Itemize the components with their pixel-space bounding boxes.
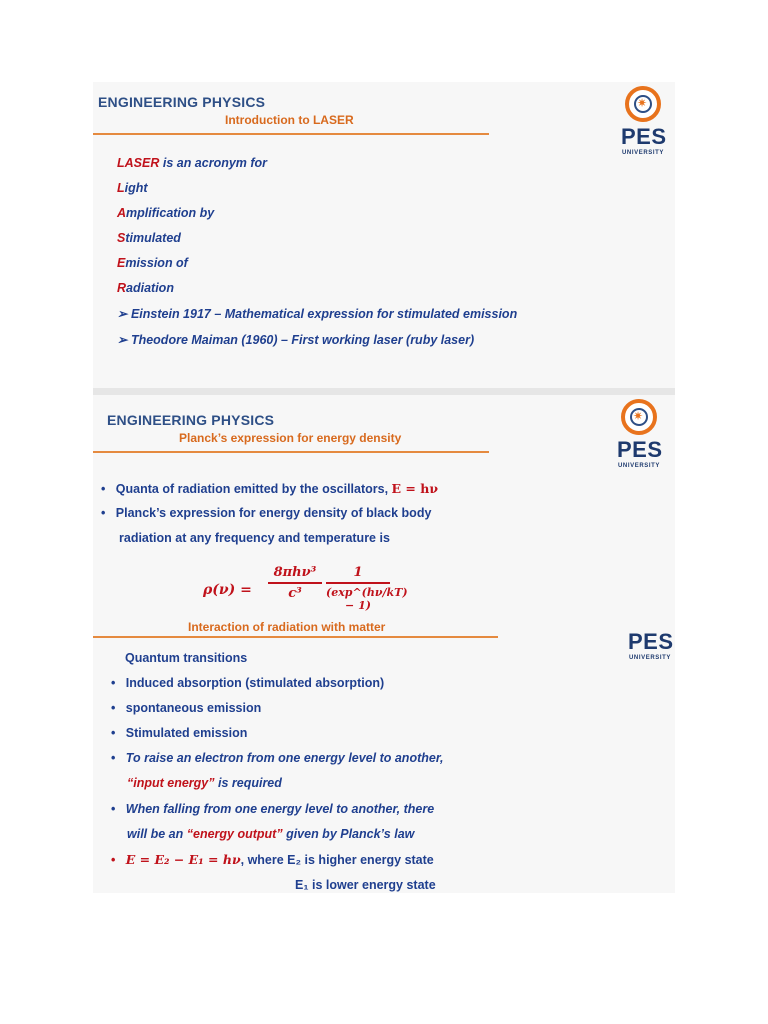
transition-bullet: • spontaneous emission (111, 701, 262, 715)
title-rule (93, 451, 489, 453)
bullet-planck: • Planck’s expression for energy density of black body (101, 506, 432, 520)
title-rule (93, 133, 489, 135)
pes-emblem-icon: ✷ (621, 399, 657, 435)
arrow-bullet-icon: ➢ (117, 333, 131, 347)
acronym-line: Light (117, 181, 148, 195)
acronym-intro: LASER is an acronym for (117, 156, 268, 170)
quantum-transitions-heading: Quantum transitions (125, 651, 248, 665)
title-rule (93, 636, 498, 638)
falling-cont: will be an “energy output” given by Planck’s law (127, 827, 415, 841)
slide-separator (93, 388, 675, 395)
slide-introduction-to-laser (93, 82, 675, 388)
energy-equation-cont: E₁ is lower energy state (295, 878, 436, 892)
raise-electron-bullet: • To raise an electron from one energy level to another, (111, 751, 444, 765)
pes-logo: ✷ PES UNIVERSITY (621, 86, 683, 162)
energy-equation-bullet: • E = E₂ − E₁ = hν, where E₂ is higher energy state (111, 852, 434, 867)
raise-electron-cont: “input energy” is required (127, 776, 282, 790)
slide-interaction-radiation-matter (93, 620, 675, 893)
slide-subtitle: Introduction to LASER (225, 113, 354, 127)
pes-logo: PES UNIVERSITY (628, 629, 674, 661)
bullet-quanta: • Quanta of radiation emitted by the oscillators, E = hν (101, 481, 439, 496)
acronym-line: Stimulated (117, 231, 181, 245)
slide-subtitle: Interaction of radiation with matter (188, 620, 386, 634)
acronym-line: Radiation (117, 281, 174, 295)
transition-bullet: • Stimulated emission (111, 726, 248, 740)
arrow-bullet-icon: ➢ (117, 307, 131, 321)
history-bullet: ➢ Theodore Maiman (1960) – First working laser (ruby laser) (117, 333, 475, 347)
transition-bullet: • Induced absorption (stimulated absorption) (111, 676, 385, 690)
pes-emblem-icon: ✷ (625, 86, 661, 122)
acronym-line: Amplification by (117, 206, 215, 220)
history-bullet: ➢ Einstein 1917 – Mathematical expression for stimulated emission (117, 307, 518, 321)
slide-subtitle: Planck’s expression for energy density (179, 431, 402, 445)
slide-planck-expression: ENGINEERING PHYSICS Planck’s expression for energy density ✷ PES UNIVERSITY • Quanta of radiation emitted by the oscillators, E = hν • Planck’s expression for energy density of black body radiation at any frequency and temperature is ρ(ν) = 8πhν³ c³ 1 (exp^(hν/kT) − 1) (93, 395, 675, 623)
acronym-line: Emission of (117, 256, 188, 270)
slide-title: ENGINEERING PHYSICS (98, 94, 266, 110)
bullet-planck-cont: radiation at any frequency and temperature is (119, 531, 390, 545)
falling-bullet: • When falling from one energy level to another, there (111, 802, 435, 816)
slide-title: ENGINEERING PHYSICS (107, 412, 275, 428)
pes-logo: ✷ PES UNIVERSITY (617, 399, 679, 475)
